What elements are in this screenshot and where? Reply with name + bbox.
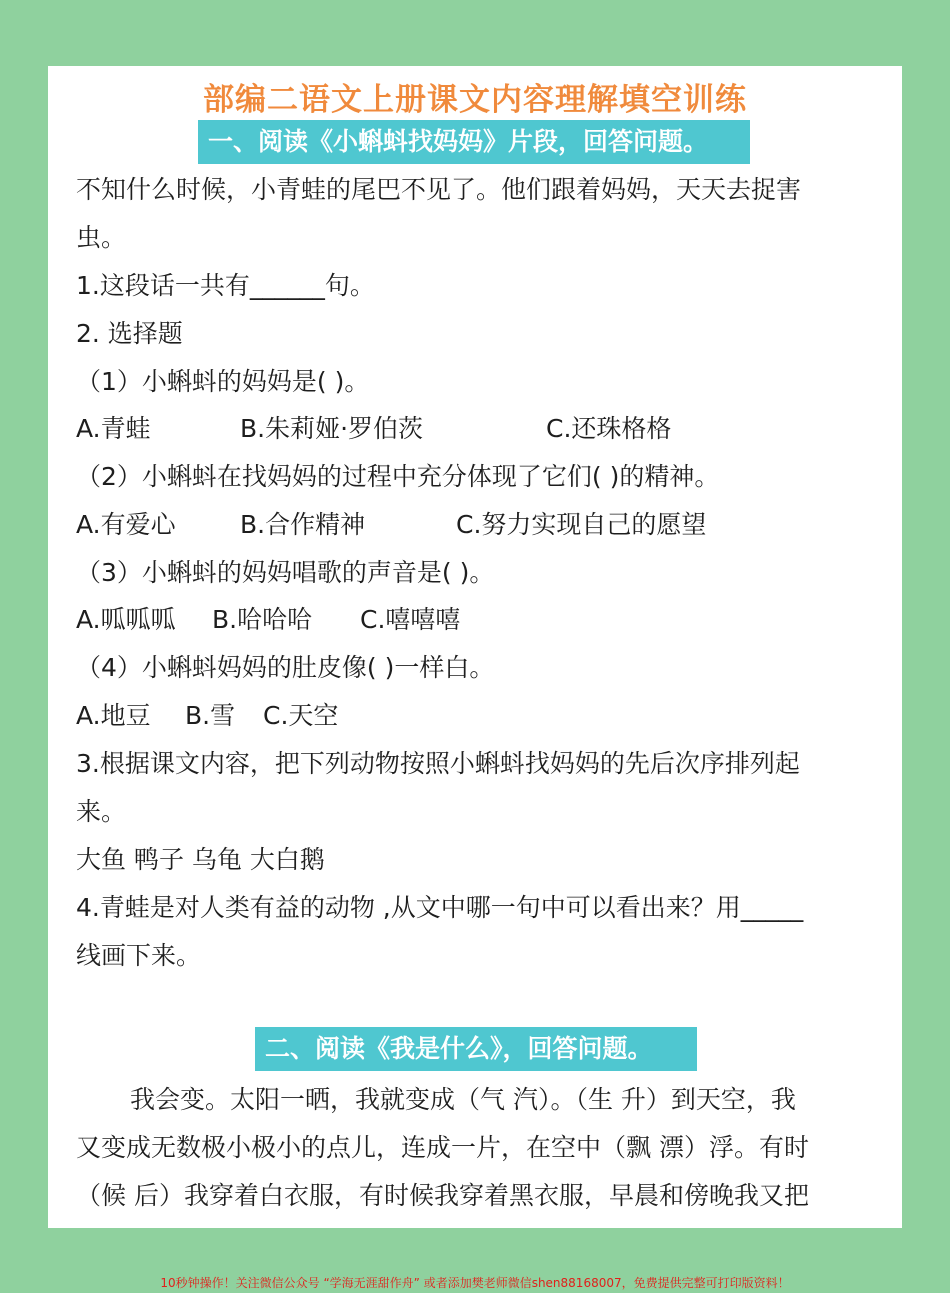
option-c: C.还珠格格: [546, 414, 672, 443]
passage-line-2: 虫。: [76, 223, 127, 252]
section-2-heading: 二、阅读《我是什么》，回答问题。: [255, 1027, 697, 1071]
option-b: B.哈哈哈: [212, 605, 313, 634]
question-3-line-1: 3.根据课文内容，把下列动物按照小蝌蚪找妈妈的先后次序排列起: [76, 749, 800, 778]
option-b: B.雪: [185, 701, 236, 730]
passage-2-line-3: （候 后）我穿着白衣服，有时候我穿着黑衣服，早晨和傍晚我又把: [76, 1181, 809, 1210]
question-3-animals: 大鱼 鸭子 乌龟 大白鹅: [76, 845, 325, 874]
worksheet-title: 部编二语文上册课文内容理解填空训练: [203, 82, 747, 118]
section-1-heading: 一、阅读《小蝌蚪找妈妈》片段，回答问题。: [198, 120, 750, 164]
option-b: B.合作精神: [240, 510, 366, 539]
question-2-1: （1）小蝌蚪的妈妈是( )。: [76, 367, 370, 396]
option-a: A.呱呱呱: [76, 605, 176, 634]
question-4-line-2: 线画下来。: [76, 941, 202, 970]
option-c: C.努力实现自己的愿望: [456, 510, 707, 539]
option-c: C.天空: [263, 701, 339, 730]
option-a: A.青蛙: [76, 414, 151, 443]
question-2-2: （2）小蝌蚪在找妈妈的过程中充分体现了它们( )的精神。: [76, 462, 720, 491]
question-4-line-1: 4.青蛙是对人类有益的动物 ,从文中哪一句中可以看出来？用_____: [76, 893, 804, 922]
passage-line-1: 不知什么时候，小青蛙的尾巴不见了。他们跟着妈妈，天天去捉害: [76, 175, 802, 204]
question-3-line-2: 来。: [76, 797, 127, 826]
option-a: A.地豆: [76, 701, 151, 730]
passage-2-line-1: 我会变。太阳一晒，我就变成（气 汽）。（生 升）到天空，我: [130, 1085, 796, 1114]
option-a: A.有爱心: [76, 510, 176, 539]
footer-note: 10秒钟操作！关注微信公众号 “学海无涯甜作舟” 或者添加樊老师微信shen88168007，免费提供完整可打印版资料！: [160, 1276, 790, 1290]
question-2: 2. 选择题: [76, 319, 183, 348]
passage-2-line-2: 又变成无数极小极小的点儿，连成一片，在空中（飘 漂）浮。有时: [76, 1133, 809, 1162]
option-c: C.嘻嘻嘻: [360, 605, 461, 634]
question-2-4: （4）小蝌蚪妈妈的肚皮像( )一样白。: [76, 653, 495, 682]
option-b: B.朱莉娅·罗伯茨: [240, 414, 424, 443]
question-2-3: （3）小蝌蚪的妈妈唱歌的声音是( )。: [76, 558, 495, 587]
question-1: 1.这段话一共有______句。: [76, 271, 375, 300]
